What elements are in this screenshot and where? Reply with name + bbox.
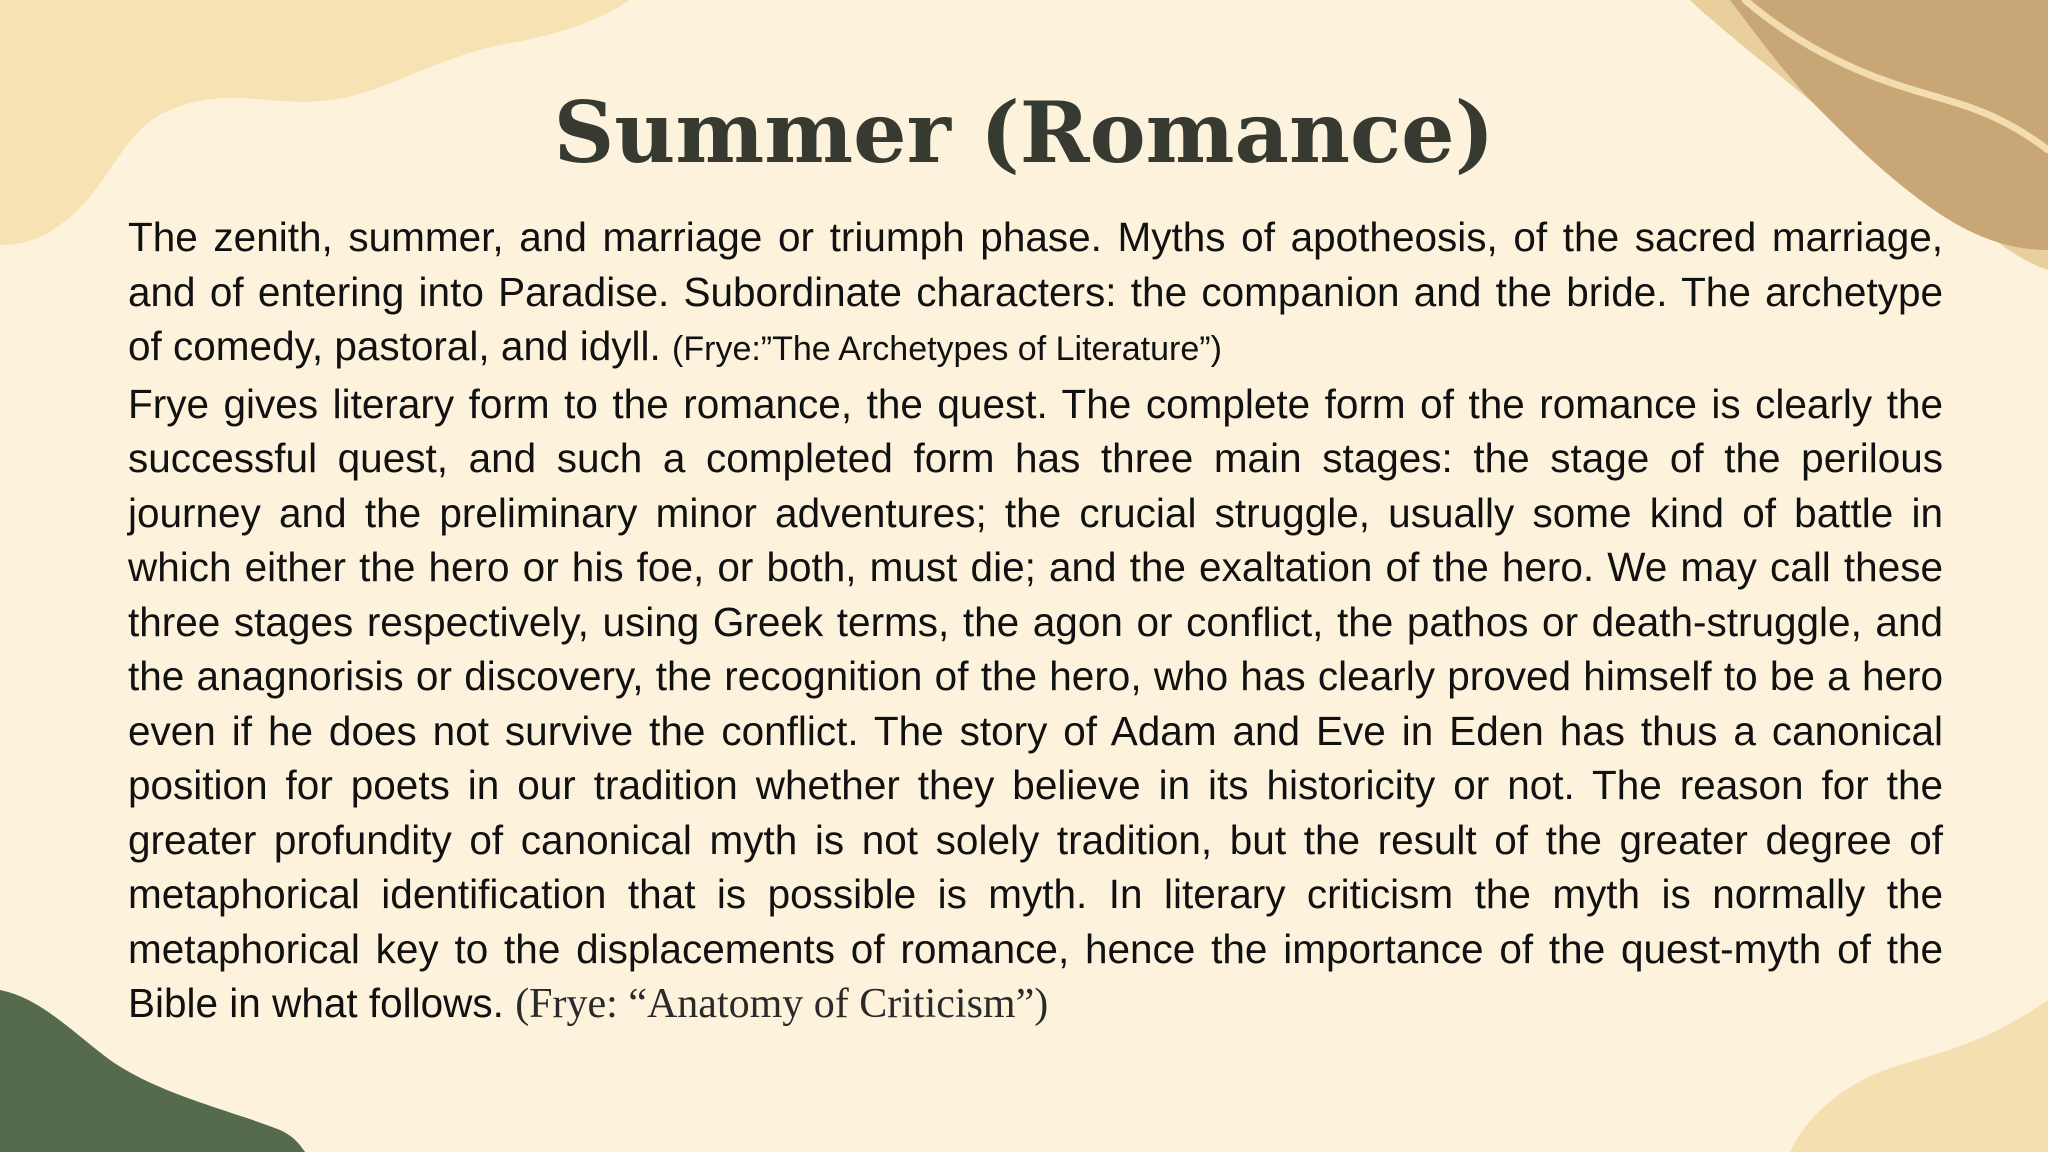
citation-archetypes: (Frye:”The Archetypes of Literature”) — [672, 330, 1222, 368]
paragraph-anatomy-text: Frye gives literary form to the romance, the quest. The complete form of the romance is clearly the successful quest, and such a completed form has three main stages: the stage of the perilous journey and the preliminary minor adventures; the crucial struggle, usually some kind of battle in which either the hero or his foe, or both, must die; and the exaltation of the hero. We may call these three stages respectively, using Greek terms, the agon or conflict, the pathos or death-struggle, and the anagnorisis or discovery, the recognition of the hero, who has clearly proved himself to be a hero even if he does not survive the conflict. The story of Adam and Eve in Eden has thus a canonical position for poets in our tradition whether they believe in its historicity or not. The reason for the greater profundity of canonical myth is not solely tradition, but the result of the greater degree of metaphorical identification that is possible is myth. In literary criticism the myth is normally the metaphorical key to the displacements of romance, hence the importance of the quest-myth of the Bible in what follows. — [128, 380, 1943, 1026]
slide-body — [128, 210, 1943, 1032]
citation-anatomy: (Frye: “Anatomy of Criticism”) — [515, 981, 1049, 1027]
paragraph-archetypes — [128, 210, 1943, 377]
paragraph-anatomy — [128, 377, 1943, 1032]
paragraph-archetypes-text: The zenith, summer, and marriage or triumph phase. Myths of apotheosis, of the sacred marriage, and of entering into Paradise. Subordinate characters: the companion and the bride. The archetype of comedy, pastoral, and idyll. — [128, 214, 1943, 369]
slide-title: Summer (Romance) — [553, 83, 1495, 182]
